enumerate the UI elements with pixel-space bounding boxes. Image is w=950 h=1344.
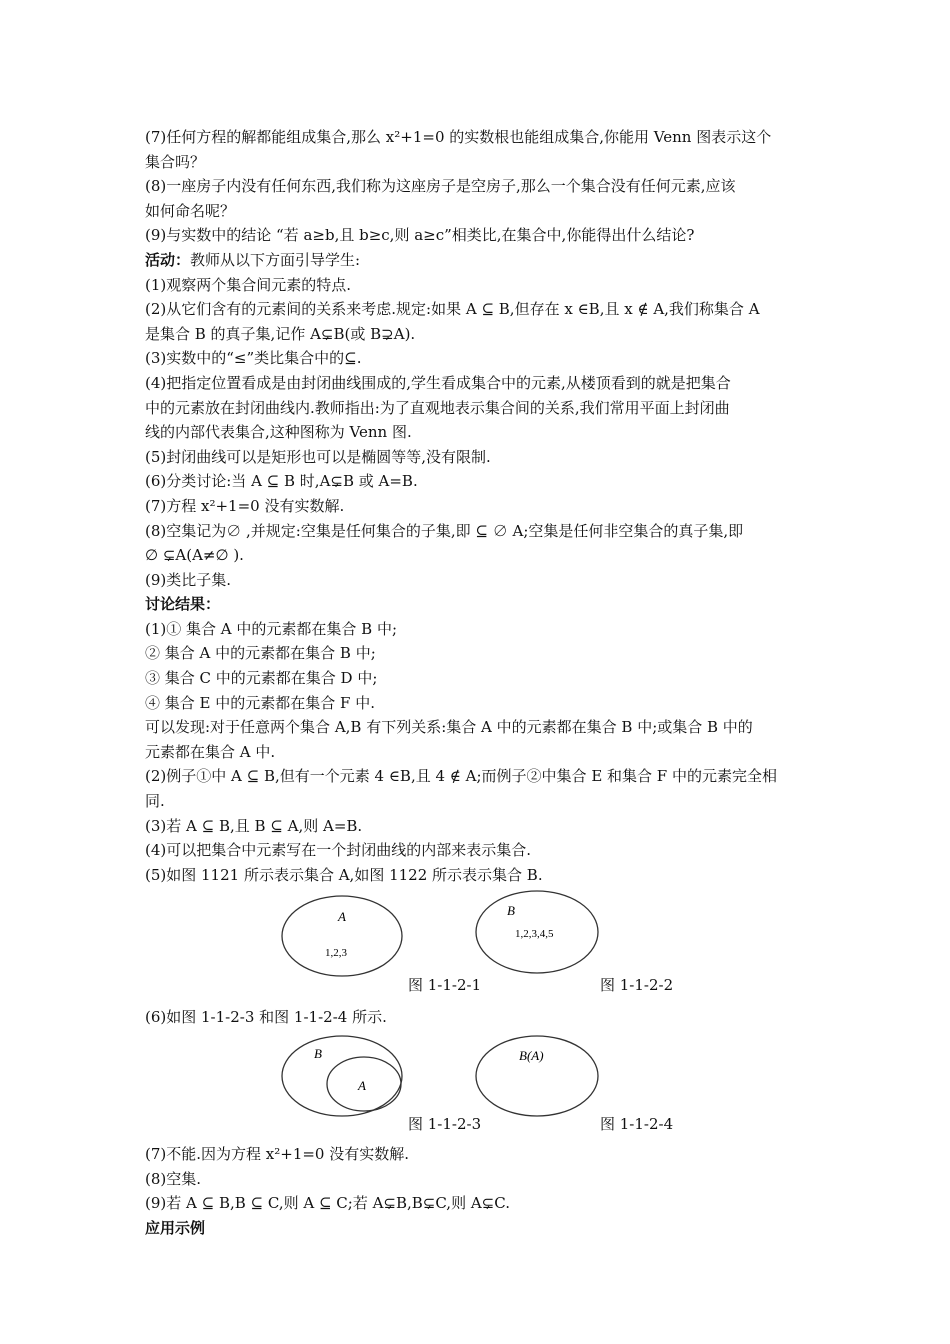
- text-line: (2)例子①中 A ⊆ B,但有一个元素 4 ∈B,且 4 ∉ A;而例子②中集合 E 和集合 F 中的元素完全相: [145, 767, 777, 786]
- figure-row-1: [145, 887, 810, 1005]
- text-line: (7)方程 x²+1=0 没有实数解.: [145, 496, 345, 515]
- text-line: (4)可以把集合中元素写在一个封闭曲线的内部来表示集合.: [145, 841, 532, 860]
- figure-caption: 图 1-1-2-1: [408, 976, 482, 995]
- text-line: (9)若 A ⊆ B,B ⊆ C,则 A ⊆ C;若 A⊊B,B⊊C,则 A⊊C.: [145, 1194, 510, 1213]
- text-line: (3)实数中的“≤”类比集合中的⊆.: [145, 349, 362, 368]
- figure-caption: 图 1-1-2-4: [600, 1115, 674, 1133]
- text-line: 元素都在集合 A 中.: [145, 742, 276, 761]
- activity-heading: 活动：: [145, 250, 191, 269]
- text-line: (1)观察两个集合间元素的特点.: [145, 275, 352, 294]
- figure-row-2: [145, 1030, 810, 1142]
- document-page: [145, 125, 810, 1240]
- text-line: 可以发现:对于任意两个集合 A,B 有下列关系:集合 A 中的元素都在集合 B 中;或集合 B 中的: [145, 718, 753, 737]
- venn-label: B: [507, 903, 515, 919]
- text-line: ④ 集合 E 中的元素都在集合 F 中.: [145, 693, 375, 712]
- text-line: (7)任何方程的解都能组成集合,那么 x²+1=0 的实数根也能组成集合,你能用 Venn 图表示这个: [145, 128, 772, 146]
- text-line: ∅ ⊊A(A≠∅ ).: [145, 546, 244, 565]
- venn-outer-ellipse: [282, 1036, 402, 1116]
- text-line: 是集合 B 的真子集,记作 A⊊B(或 B⊋A).: [145, 324, 416, 343]
- text-line: 集合吗？: [145, 152, 206, 171]
- activity-intro: 教师从以下方面引导学生:: [190, 250, 361, 269]
- venn-ellipse: [282, 896, 402, 976]
- venn-elements: 1,2,3,4,5: [515, 928, 554, 941]
- text-line: 同.: [145, 792, 165, 811]
- venn-label: B(A): [519, 1048, 544, 1063]
- text-line: 中的元素放在封闭曲线内.教师指出:为了直观地表示集合间的关系,我们常用平面上封闭曲: [145, 398, 730, 417]
- text-line: (1)① 集合 A 中的元素都在集合 B 中;: [145, 619, 397, 638]
- text-line: (3)若 A ⊆ B,且 B ⊆ A,则 A=B.: [145, 816, 363, 835]
- text-line: (8)空集记为∅ ,并规定:空集是任何集合的子集,即 ⊆ ∅ A;空集是任何非空集合的真子集,即: [145, 521, 744, 540]
- venn-outer-label: B: [314, 1046, 322, 1061]
- text-line: 线的内部代表集合,这种图称为 Venn 图.: [145, 423, 412, 442]
- text-line: (2)从它们含有的元素间的关系来考虑.规定:如果 A ⊆ B,但存在 x ∈B,且 x ∉ A,我们称集合 A: [145, 300, 760, 319]
- venn-elements: 1,2,3: [325, 947, 347, 960]
- text-line: (4)把指定位置看成是由封闭曲线围成的,学生看成集合中的元素,从楼顶看到的就是把集合: [145, 373, 731, 392]
- text-line: (8)一座房子内没有任何东西,我们称为这座房子是空房子,那么一个集合没有任何元素,应该: [145, 177, 736, 196]
- text-line: (6)分类讨论:当 A ⊆ B 时,A⊊B 或 A=B.: [145, 472, 418, 491]
- text-line: ② 集合 A 中的元素都在集合 B 中;: [145, 644, 376, 663]
- discussion-heading: 讨论结果：: [145, 595, 221, 614]
- figure-caption: 图 1-1-2-2: [600, 976, 674, 995]
- venn-diagram-set-b: [475, 887, 603, 977]
- venn-diagram-subset: [280, 1032, 408, 1122]
- venn-diagram-set-a: [280, 891, 408, 981]
- figure-caption: 图 1-1-2-3: [408, 1115, 482, 1133]
- example-heading: 应用示例: [145, 1218, 206, 1237]
- text-line: (8)空集.: [145, 1169, 202, 1188]
- text-line: (5)如图 1121 所示表示集合 A,如图 1122 所示表示集合 B.: [145, 865, 543, 884]
- activity-paragraph: [145, 248, 810, 273]
- text-line: 如何命名呢？: [145, 201, 236, 220]
- text-line: (5)封闭曲线可以是矩形也可以是椭圆等等,没有限制.: [145, 447, 491, 466]
- text-line: (7)不能.因为方程 x²+1=0 没有实数解.: [145, 1145, 410, 1163]
- text-line: (9)与实数中的结论 “若 a≥b,且 b≥c,则 a≥c”相类比,在集合中,你能得出什么结论?: [145, 226, 695, 245]
- venn-inner-label: A: [358, 1078, 366, 1093]
- text-line: (6)如图 1-1-2-3 和图 1-1-2-4 所示.: [145, 1008, 387, 1027]
- text-line: ③ 集合 C 中的元素都在集合 D 中;: [145, 669, 378, 688]
- venn-label: A: [338, 909, 346, 925]
- text-line: (9)类比子集.: [145, 570, 232, 589]
- venn-diagram-equal: [475, 1032, 603, 1122]
